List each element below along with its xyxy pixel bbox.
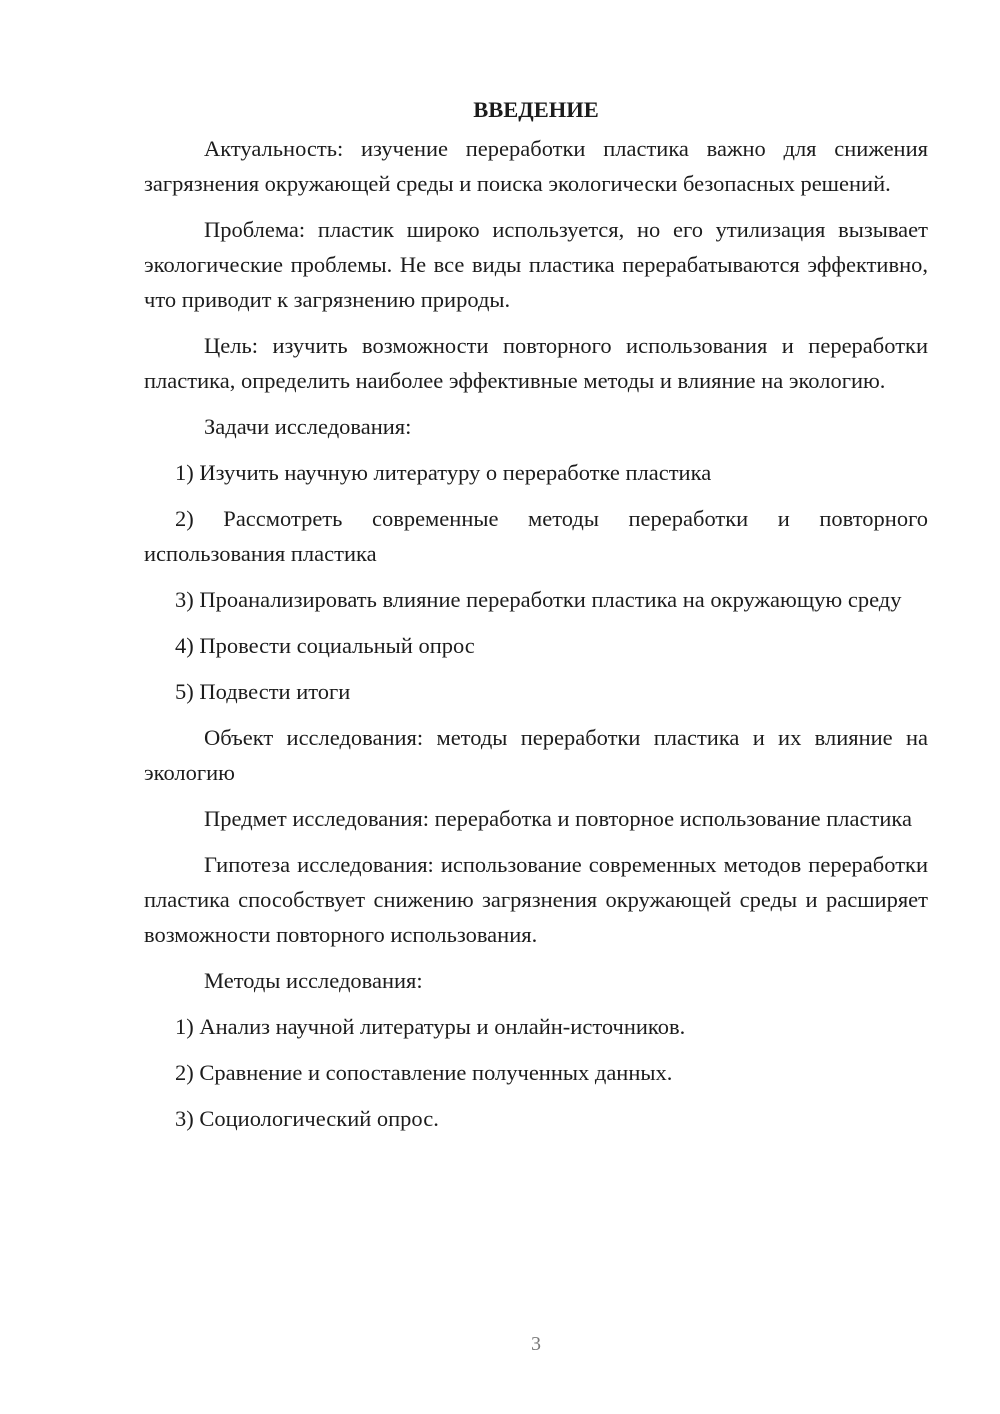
hypothesis-paragraph: Гипотеза исследования: использование современных методов переработки пластика способствует снижению загрязнения окружающей среды и расширяет возможности повторного использования. [144, 852, 928, 947]
list-item: 3) Социологический опрос. [175, 1106, 439, 1131]
page-number: 3 [531, 1333, 541, 1355]
list-item: 2) Рассмотреть современные методы переработки и повторного использования пластика [144, 506, 928, 566]
object-paragraph: Объект исследования: методы переработки пластика и их влияние на экологию [144, 725, 928, 785]
page-title: ВВЕДЕНИЕ [473, 97, 599, 122]
tasks-list [144, 455, 928, 709]
tasks-heading: Задачи исследования: [204, 414, 412, 439]
document-body [144, 92, 928, 1147]
subject-paragraph: Предмет исследования: переработка и повторное использование пластика [204, 806, 912, 831]
list-item: 1) Анализ научной литературы и онлайн-источников. [175, 1014, 686, 1039]
list-item: 1) Изучить научную литературу о переработке пластика [175, 460, 712, 485]
list-item: 3) Проанализировать влияние переработки пластика на окружающую среду [175, 587, 902, 612]
list-item: 2) Сравнение и сопоставление полученных данных. [175, 1060, 673, 1085]
relevance-paragraph: Актуальность: изучение переработки пластика важно для снижения загрязнения окружающей среды и поиска экологически безопасных решений. [144, 136, 928, 196]
list-item: 4) Провести социальный опрос [175, 633, 475, 658]
methods-list [144, 1009, 928, 1136]
goal-paragraph: Цель: изучить возможности повторного использования и переработки пластика, определить наиболее эффективные методы и влияние на экологию. [144, 333, 928, 393]
list-item: 5) Подвести итоги [175, 679, 351, 704]
methods-heading: Методы исследования: [204, 968, 423, 993]
problem-paragraph: Проблема: пластик широко используется, но его утилизация вызывает экологические проблемы. Не все виды пластика перерабатываются эффективно, что приводит к загрязнению природы. [144, 217, 928, 312]
